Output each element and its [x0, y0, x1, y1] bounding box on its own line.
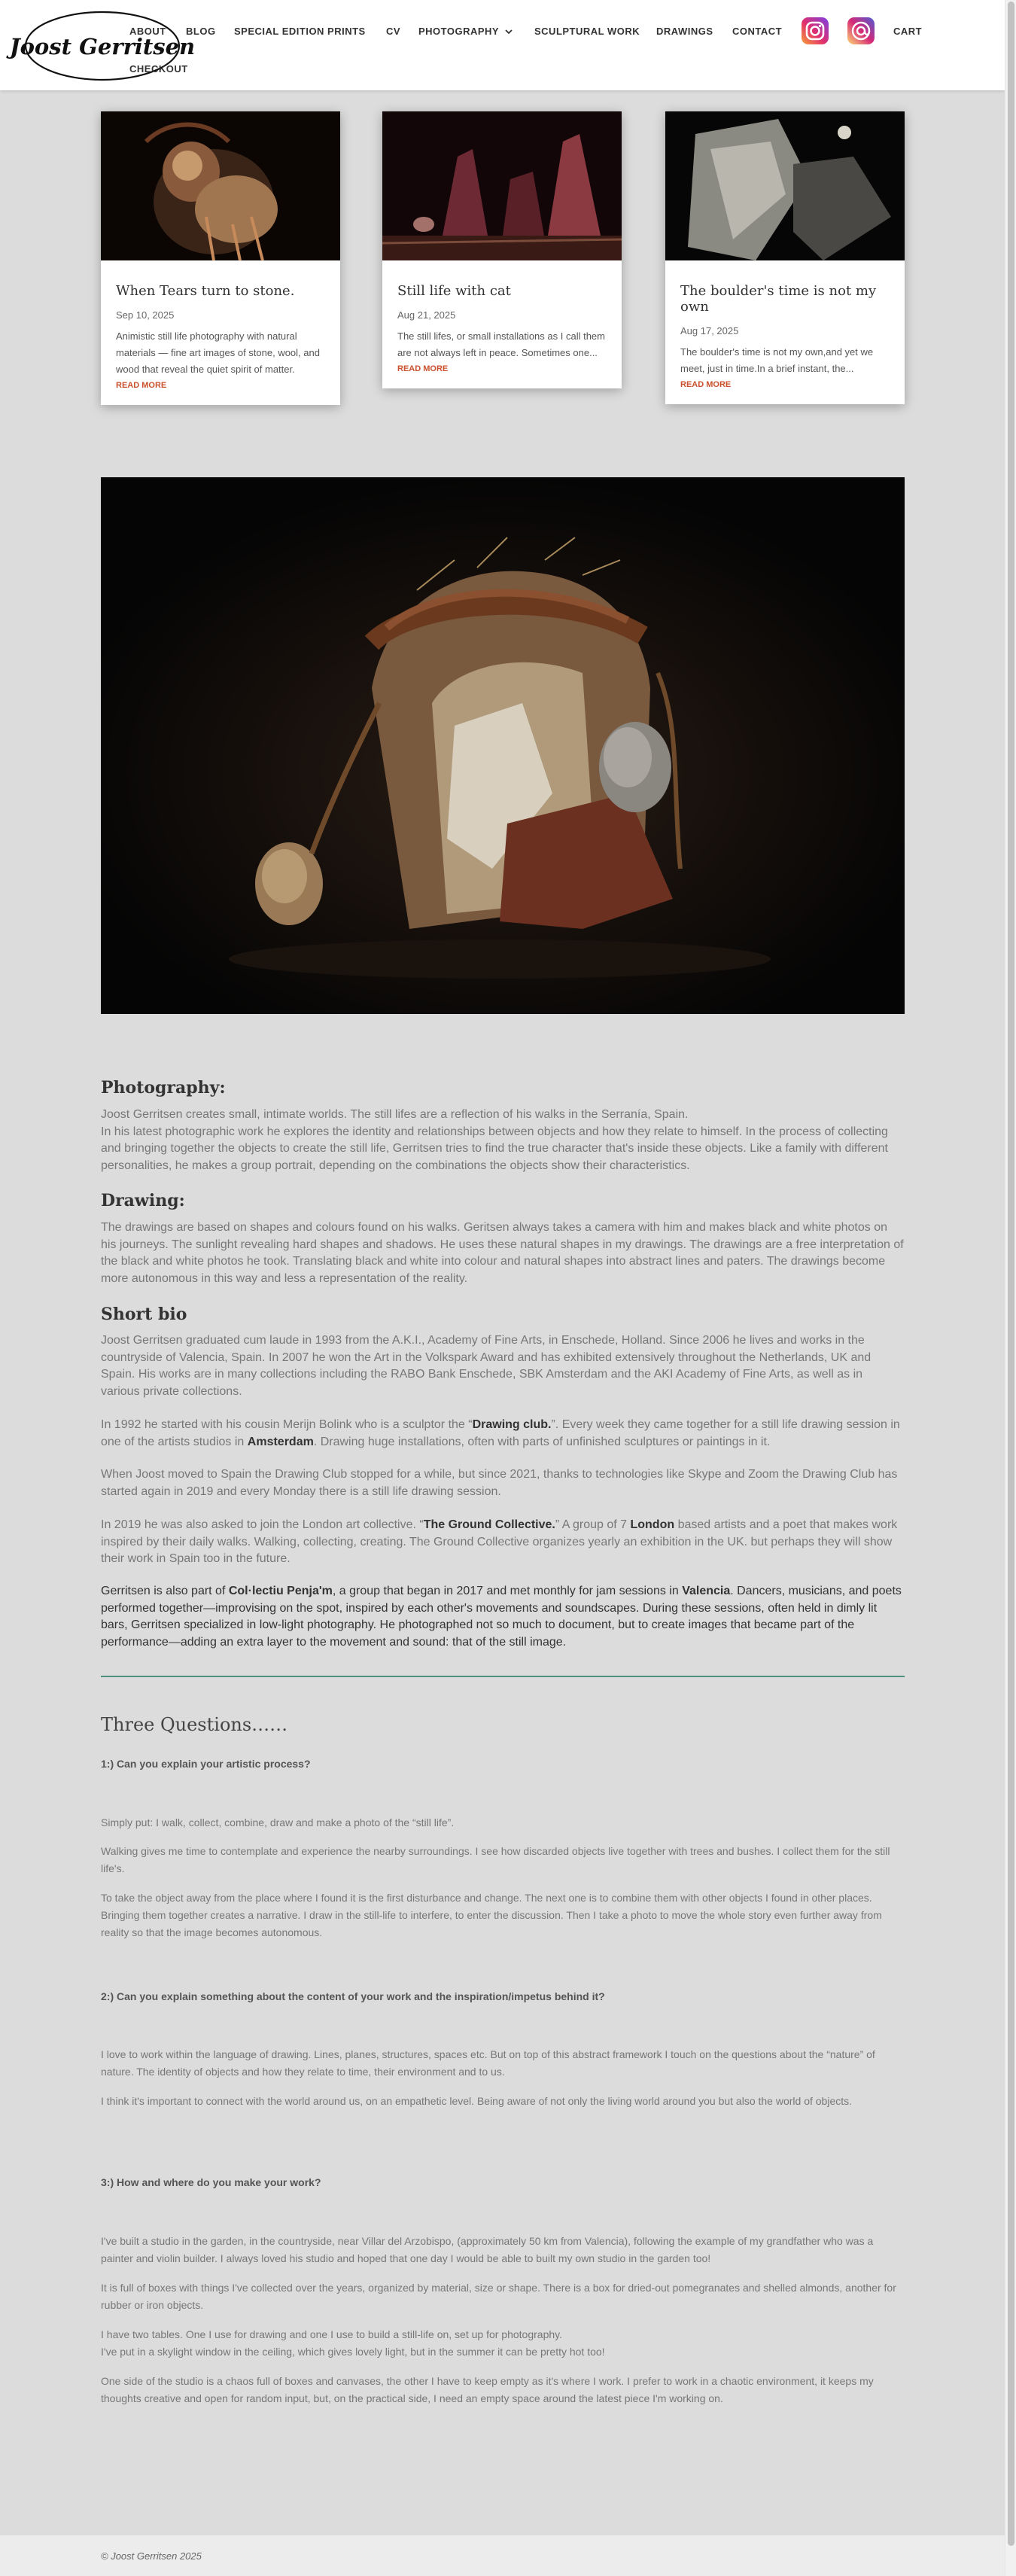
bio-heading: Short bio [101, 1305, 187, 1324]
bio-paragraph-1: Joost Gerritsen graduated cum laude in 1993 from the A.K.I., Academy of Fine Arts, in Enschede, Holland. Since 2006 he lives and works in the countryside of Valencia, Spain. In 2007 he won the Art in the Volkspark Award and has exhibited extensively throughout the Netherlands, UK and Spain. His works are in many collections including the RABO Bank Enschede, SBK Amsterdam and the AKI Academy of Fine Arts, as well as in various private collections. [101, 1334, 872, 1399]
answer-2-line-1: I love to work within the language of drawing. Lines, planes, structures, spaces etc. But on top of this abstract framework I touch on the questions about the “nature” of nature. The identity of objects and how they relate to time, their environment and to us. [101, 2048, 875, 2078]
question-1: 1:) Can you explain your artistic process? [101, 1758, 311, 1770]
answer-3-line-5: One side of the studio is a chaos full of boxes and canvases, the other I have to keep empty as it's where I work. I prefer to work in a chaotic environment, it keeps my thoughts creative and open for random input, but, on the practical side, I need an empty space around the latest piece I'm working on. [101, 2375, 874, 2404]
post-excerpt: Animistic still life photography with natural materials — fine art images of stone, wool, and wood that reveal the quiet spirit of matter. [116, 330, 320, 375]
logo-text: Joost Gerritsen [9, 34, 196, 59]
photography-body: In his latest photographic work he explores the identity and relationships between objects and how they relate to himself. In the process of collecting and bringing together the objects to create the still life, Gerritsen tries to find the true character that's inside these objects. Like a family with different personalities, he makes a group portrait, depending on the combinations the objects show their characteristics. [101, 1125, 888, 1173]
page-scrollbar[interactable] [1005, 0, 1016, 2576]
question-3: 3:) How and where do you make your work? [101, 2176, 321, 2188]
site-footer [0, 2535, 1005, 2576]
post-title[interactable]: Still life with cat [397, 283, 511, 299]
answer-3-line-3: I have two tables. One I use for drawing and one I use to build a still-life on, set up for photography. [101, 2328, 562, 2340]
photography-heading: Photography: [101, 1078, 226, 1098]
instagram-alt-icon[interactable] [847, 17, 875, 45]
post-thumbnail[interactable] [101, 111, 340, 260]
footer-copyright: © Joost Gerritsen 2025 [101, 2550, 202, 2562]
answer-1-line-1: Simply put: I walk, collect, combine, draw and make a photo of the “still life”. [101, 1816, 455, 1828]
photography-paragraph [101, 1107, 905, 1175]
section-divider [101, 1676, 905, 1677]
post-excerpt: The still lifes, or small installations as I call them are not always left in peace. Sometimes one... [397, 330, 605, 358]
answer-1-line-2: Walking gives me time to contemplate and experience the nearby surroundings. I see how discarded objects live together with trees and bushes. I collect them for the still life's. [101, 1845, 890, 1874]
drawing-club-link[interactable]: Drawing club. [472, 1418, 552, 1431]
post-thumbnail[interactable] [665, 111, 905, 260]
answer-1-line-3: To take the object away from the place where I found it is the first disturbance and change. The next one is to combine them with other objects I found in other places. Bringing them together creates a narrative. I draw in the still-life to interfere, to enter the discussion. Then I take a photo to move the whole story even further away from reality so that the image becomes autonomous. [101, 1892, 882, 1938]
post-excerpt: The boulder's time is not my own,and yet we meet, just in time.In a brief instant, the... [680, 346, 874, 374]
nav-photography[interactable] [418, 26, 513, 37]
post-card[interactable] [382, 111, 622, 388]
read-more-link[interactable]: READ MORE [680, 380, 732, 389]
nav-cart[interactable]: CART [893, 26, 923, 37]
bio-paragraph-5: Gerritsen is also part of Col·lectiu Penja'm, a group that began in 2017 and met monthly for jam sessions in Valencia. Dancers, musicians, and poets performed together—improvising on the spot, inspired by each other's movements and soundscapes. During these sessions, often held in dimly lit bars, Gerritsen specialized in low-light photography. He photographed not so much to document, but to create images that became part of the performance—adding an extra layer to the movement and sound: that of the still image. [101, 1585, 902, 1649]
london-text: London [630, 1518, 675, 1531]
bio-paragraph-3: When Joost moved to Spain the Drawing Club stopped for a while, but since 2021, thanks to technologies like Skype and Zoom the Drawing Club has started again in 2019 and every Monday there is a still life drawing session. [101, 1468, 898, 1498]
nav-checkout[interactable]: CHECKOUT [129, 63, 188, 75]
nav-drawings[interactable]: DRAWINGS [656, 26, 713, 37]
post-title[interactable]: The boulder's time is not my own [680, 283, 877, 315]
answer-3-line-2: It is full of boxes with things I've collected over the years, organized by material, size or shape. There is a box for dried-out pomegranates and shelled almonds, another for rubber or iron objects. [101, 2282, 896, 2311]
nav-sculptural-work[interactable]: SCULPTURAL WORK [534, 26, 640, 37]
nav-about[interactable]: ABOUT [129, 26, 166, 37]
drawing-paragraph: The drawings are based on shapes and colours found on his walks. Geritsen always takes a camera with him and makes black and white photos on his journeys. The sunlight revealing hard shapes and shadows. He uses these natural shapes in my drawings. The drawings are a free interpretation of the black and white photos he took. Translating black and white into colour and natural shapes into abstract lines and paters. The drawings become more autonomous in this way and less a representation of the reality. [101, 1221, 904, 1286]
answer-3-line-1: I've built a studio in the garden, in the countryside, near Villar del Arzobispo, (approximately 50 km from Valencia), following the example of my grandfather who was a painter and violin builder. I always loved his studio and hoped that one day I would be able to built my own studio in the garden too! [101, 2235, 874, 2264]
drawing-heading: Drawing: [101, 1191, 185, 1210]
post-card[interactable] [101, 111, 340, 405]
nav-blog[interactable]: BLOG [186, 26, 216, 37]
bio-paragraph-4: In 2019 he was also asked to join the London art collective. “The Ground Collective.” A group of 7 London based artists and a poet that makes work inspired by their daily walks. Walking, collecting, creating. The Ground Collective organizes yearly an exhibition in the UK. but perhaps they will show their work in Spain too in the future. [101, 1518, 898, 1566]
instagram-icon[interactable] [801, 17, 829, 45]
site-header [0, 0, 1005, 90]
post-date: Sep 10, 2025 [116, 309, 175, 321]
answer-2-line-2: I think it's important to connect with the world around us, on an empathetic level. Being aware of not only the living world around you but also the world of objects. [101, 2095, 853, 2107]
hero-image [101, 477, 905, 1014]
photography-intro: Joost Gerritsen creates small, intimate worlds. The still lifes are a reflection of his walks in the Serranía, Spain. [101, 1108, 689, 1121]
read-more-link[interactable]: READ MORE [397, 364, 449, 373]
post-title[interactable]: When Tears turn to stone. [116, 283, 295, 299]
collectiu-penjam-link[interactable]: Col·lectiu Penja'm [228, 1585, 333, 1597]
nav-special-edition-prints[interactable]: SPECIAL EDITION PRINTS [234, 26, 366, 37]
chevron-down-icon [505, 26, 513, 37]
question-2: 2:) Can you explain something about the content of your work and the inspiration/impetus behind it? [101, 1990, 605, 2002]
nav-cv[interactable]: CV [386, 26, 401, 37]
post-card[interactable] [665, 111, 905, 404]
post-thumbnail[interactable] [382, 111, 622, 260]
answer-3-line-4: I've put in a skylight window in the ceiling, which gives lovely light, but in the summer it can be pretty hot too! [101, 2346, 605, 2358]
valencia-text: Valencia [682, 1585, 731, 1597]
nav-contact[interactable]: CONTACT [732, 26, 783, 37]
ground-collective-link[interactable]: The Ground Collective. [423, 1518, 555, 1531]
post-date: Aug 21, 2025 [397, 309, 456, 321]
post-date: Aug 17, 2025 [680, 325, 739, 336]
scrollbar-thumb[interactable] [1008, 2, 1014, 2546]
questions-title: Three Questions…… [101, 1714, 288, 1735]
read-more-link[interactable]: READ MORE [116, 381, 167, 390]
bio-paragraph-2: In 1992 he started with his cousin Merijn Bolink who is a sculptor the “Drawing club.”. Every week they came together for a still life drawing session in one of the artists studios in Amsterdam. Drawing huge installations, often with parts of unfinished sculptures or paintings in it. [101, 1418, 900, 1448]
amsterdam-text: Amsterdam [247, 1435, 314, 1448]
nav-photography-label: PHOTOGRAPHY [418, 26, 499, 37]
